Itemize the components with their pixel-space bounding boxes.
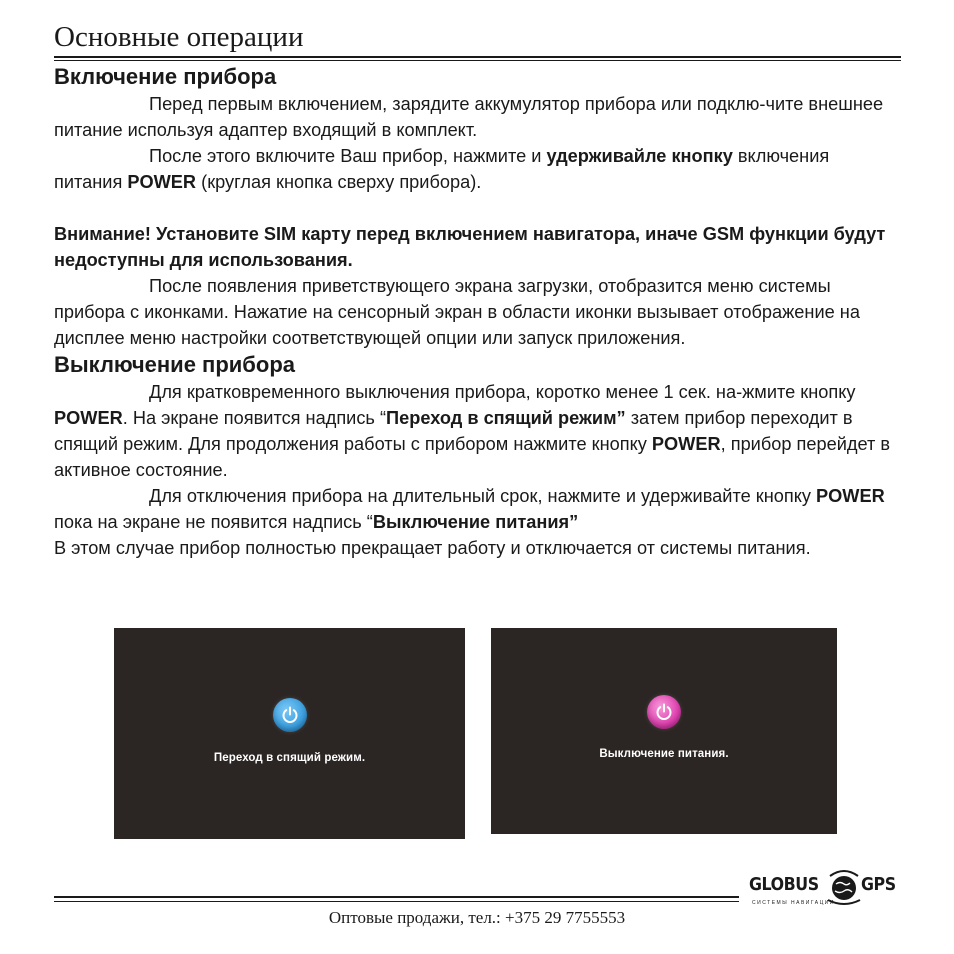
paragraph-shutdown: Для отключения прибора на длительный срок, нажмите и удерживайте кнопку POWER пока на экране не появится надпись “Выключение питания” [54,486,885,532]
section-heading-power-off: Выключение прибора [54,352,296,377]
header-rule-thin [54,60,901,61]
section-heading-power-on: Включение прибора [54,64,277,89]
page-title: Основные операции [54,21,304,53]
screen-sleep-mode [114,628,465,839]
logo-subtitle: СИСТЕМЫ НАВИГАЦИИ [752,900,835,906]
shutdown-message: Выключение питания. [599,748,729,760]
paragraph-menu: После появления приветствующего экрана загрузки, отобразится меню системы прибора с иконками. Нажатие на сенсорный экран в области иконки вызывает отображение на дисплее меню настройки соответствующей опции или запуск приложения. [54,276,860,348]
screen-shutdown [491,628,837,834]
power-icon [647,695,681,729]
warning-sim: Внимание! Установите SIM карту перед включением навигатора, иначе GSM функции будут недоступны для использования. [54,224,886,270]
power-icon [273,698,307,732]
header-rule [54,56,901,58]
sleep-message: Переход в спящий режим. [213,752,366,764]
logo-word-globus: GLOBUS [749,874,819,895]
paragraph-sleep: Для кратковременного выключения прибора, коротко менее 1 сек. на-жмите кнопку POWER. На экране появится надпись “Переход в спящий режим” затем прибор переходит в спящий режим. Для продолжения работы с прибором нажмите кнопку POWER, прибор перейдет в активное состояние. [54,382,891,480]
paragraph-power-on: После этого включите Ваш прибор, нажмите и удерживайле кнопку включения питания POWER (круглая кнопка сверху прибора). [54,146,830,192]
footer-contact: Оптовые продажи, тел.: +375 29 7755553 [328,908,626,927]
logo-word-gps: GPS [861,874,896,895]
paragraph-charge: Перед первым включением, зарядите аккумулятор прибора или подклю-чите внешнее питание используя адаптер входящий в комплект. [54,94,884,140]
footer-rule-thin [54,901,739,902]
globus-gps-logo [749,868,901,910]
footer-rule [54,896,739,898]
manual-content [54,63,894,561]
paragraph-shutdown-result: В этом случае прибор полностью прекращает работу и отключается от системы питания. [54,538,811,558]
